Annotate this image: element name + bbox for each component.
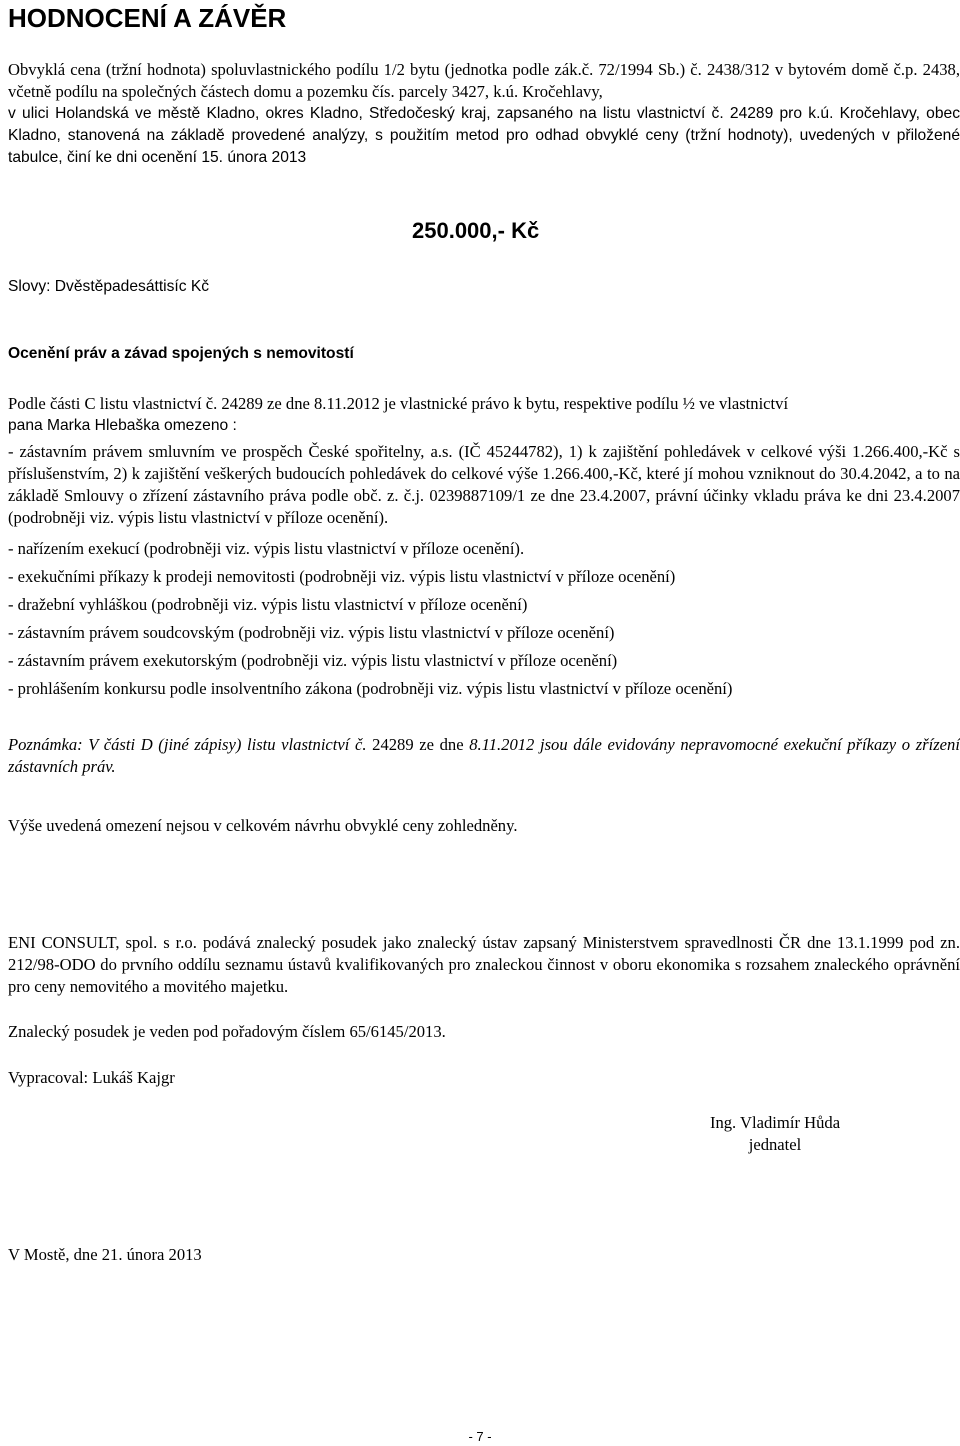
prepared-by: Vypracoval: Lukáš Kajgr	[8, 1068, 175, 1087]
encumbrance-item: - nařízením exekucí (podrobněji viz. výpis listu vlastnictví v příloze ocenění).	[8, 539, 525, 558]
signatory-name: Ing. Vladimír Hůda	[709, 1113, 841, 1132]
note-lv: 24289 ze dne	[372, 735, 464, 754]
note-label: Poznámka:	[8, 735, 83, 754]
note-date: 8.11.2012	[469, 735, 535, 754]
valuation-paragraph-cont	[8, 103, 960, 169]
expert-institute-paragraph	[8, 932, 960, 998]
rights-intro-line-2: pana Marka Hlebaška omezeno :	[8, 417, 237, 434]
price-value: 250.000,- Kč	[412, 218, 540, 243]
note-paragraph	[8, 734, 960, 778]
note-text-a: V části D (jiné zápisy) listu vlastnictví č.	[88, 735, 367, 754]
register-number: Znalecký posudek je veden pod pořadovým číslem 65/6145/2013.	[8, 1022, 446, 1041]
valuation-text-1: Obvyklá cena (tržní hodnota) spoluvlastnického podílu 1/2 bytu (jednotka podle zák.č. 72/1994 Sb.) č. 2438/312 v bytovém domě č.p. 2438, včetně podílu na společných částech domu a pozemku čís. parcely 3427, k.ú. Kročehlavy,	[8, 60, 960, 101]
encumbrance-item: - zástavním právem exekutorským (podrobněji viz. výpis listu vlastnictví v příloze ocenění)	[8, 651, 618, 670]
pledge-text: - zástavním právem smluvním ve prospěch České spořitelny, a.s. (IČ 45244782), 1) k zajištění pohledávek v celkové výši 1.266.400,-Kč s příslušenstvím, 2) k zajištění veškerých budoucích pohledávek do celkové výše 1.266.400,-Kč, které jí mohou vzniknout do 30.4.2042, a to na základě Smlouvy o zřízení zástavního práva podle obč. z. č.j. 0239887109/1 ze dne 23.4.2007, právní účinky vkladu práva ke dni 23.4.2007 (podrobněji viz. výpis listu vlastnictví v příloze ocenění).	[8, 442, 960, 527]
expert-institute-text: ENI CONSULT, spol. s r.o. podává znalecký posudek jako znalecký ústav zapsaný Ministerstvem spravedlnosti ČR dne 13.1.1999 pod zn. 212/98-ODO do prvního oddílu seznamu ústavů kvalifikovaných pro znaleckou činnost v oboru ekonomika s rozsahem znaleckého oprávnění pro ceny nemovitého a movitého majetku.	[8, 933, 960, 996]
price-in-words: Slovy: Dvěstěpadesáttisíc Kč	[8, 278, 210, 295]
signature-block	[690, 1112, 860, 1156]
valuation-paragraph	[8, 59, 960, 103]
page-number: - 7 -	[468, 1429, 492, 1444]
rights-heading: Ocenění práv a závad spojených s nemovitostí	[8, 345, 354, 362]
rights-intro-line-1: Podle části C listu vlastnictví č. 24289 ze dne 8.11.2012 je vlastnické právo k bytu, respektive podílu ½ ve vlastnictví	[8, 394, 789, 413]
page-title: HODNOCENÍ A ZÁVĚR	[8, 3, 287, 33]
encumbrance-item: - prohlášením konkursu podle insolventního zákona (podrobněji viz. výpis listu vlastnictví v příloze ocenění)	[8, 679, 733, 698]
encumbrance-item: - exekučními příkazy k prodeji nemovitosti (podrobněji viz. výpis listu vlastnictví v příloze ocenění)	[8, 567, 676, 586]
valuation-text-2: v ulici Holandská ve městě Kladno, okres Kladno, Středočeský kraj, zapsaného na listu vlastnictví č. 24289 pro k.ú. Kročehlavy, obec Kladno, stanovená na základě provedené analýzy, s použitím metod pro odhad obvyklé ceny (tržní hodnoty), uvedených v přiložené tabulce, činí ke dni ocenění 15. února 2013	[8, 105, 960, 166]
encumbrance-item: - zástavním právem soudcovským (podrobněji viz. výpis listu vlastnictví v příloze ocenění)	[8, 623, 615, 642]
place-date: V Mostě, dne 21. února 2013	[8, 1245, 202, 1264]
signatory-role: jednatel	[748, 1135, 802, 1154]
pledge-paragraph	[8, 441, 960, 529]
not-considered-note: Výše uvedená omezení nejsou v celkovém návrhu obvyklé ceny zohledněny.	[8, 816, 518, 835]
note-text-b: jsou dále evidovány nepravomocné exekuční příkazy o zřízení zástavních práv.	[8, 735, 960, 776]
encumbrance-item: - dražební vyhláškou (podrobněji viz. výpis listu vlastnictví v příloze ocenění)	[8, 595, 528, 614]
